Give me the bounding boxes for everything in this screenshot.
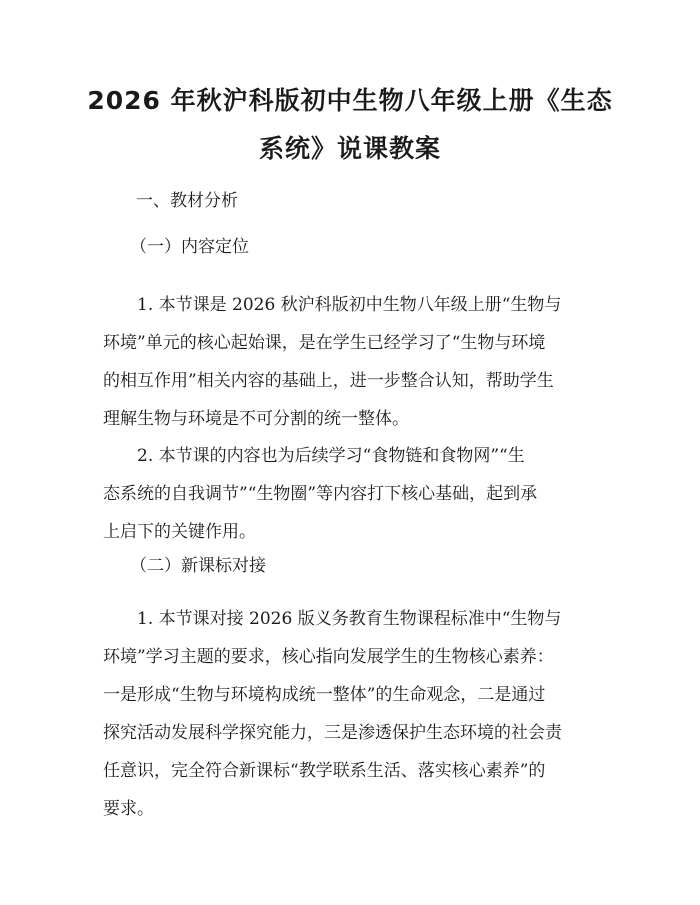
paragraph-line: 1. 本节课是 2026 秋沪科版初中生物八年级上册“生物与: [137, 295, 562, 315]
paragraph-line: 理解生物与环境是不可分割的统一整体。: [103, 409, 409, 429]
paragraph-line: 一是形成“生物与环境构成统一整体”的生命观念，二是通过: [103, 685, 546, 705]
paragraph-3: [103, 600, 603, 828]
paragraph-line: 探究活动发展科学探究能力，三是渗透保护生态环境的社会责: [103, 723, 562, 743]
paragraph-line: 的相互作用”相关内容的基础上，进一步整合认知，帮助学生: [103, 371, 554, 391]
document-title-line-2: 系统》说课教案: [258, 134, 441, 163]
paragraph-2: [103, 437, 603, 551]
paragraph-line: 要求。: [103, 799, 154, 819]
paragraph-line: 环境”学习主题的要求，核心指向发展学生的生物核心素养：: [103, 647, 554, 667]
paragraph-1: [103, 286, 603, 438]
paragraph-line: 1. 本节课对接 2026 版义务教育生物课程标准中“生物与: [137, 609, 562, 629]
paragraph-line: 上启下的关键作用。: [103, 522, 256, 542]
paragraph-line: 2. 本节课的内容也为后续学习“食物链和食物网”“生: [137, 446, 525, 466]
paragraph-line: 环境”单元的核心起始课，是在学生已经学习了“生物与环境: [103, 333, 546, 353]
subsection-heading-curriculum-standards: （二）新课标对接: [130, 556, 266, 576]
document-title-line-1: 2026 年秋沪科版初中生物八年级上册《生态: [87, 86, 613, 115]
section-heading-textbook-analysis: 一、教材分析: [136, 191, 238, 211]
paragraph-line: 态系统的自我调节”“生物圈”等内容打下核心基础，起到承: [103, 484, 538, 504]
paragraph-line: 任意识，完全符合新课标“教学联系生活、落实核心素养”的: [103, 761, 546, 781]
subsection-heading-content-positioning: （一）内容定位: [130, 237, 249, 257]
